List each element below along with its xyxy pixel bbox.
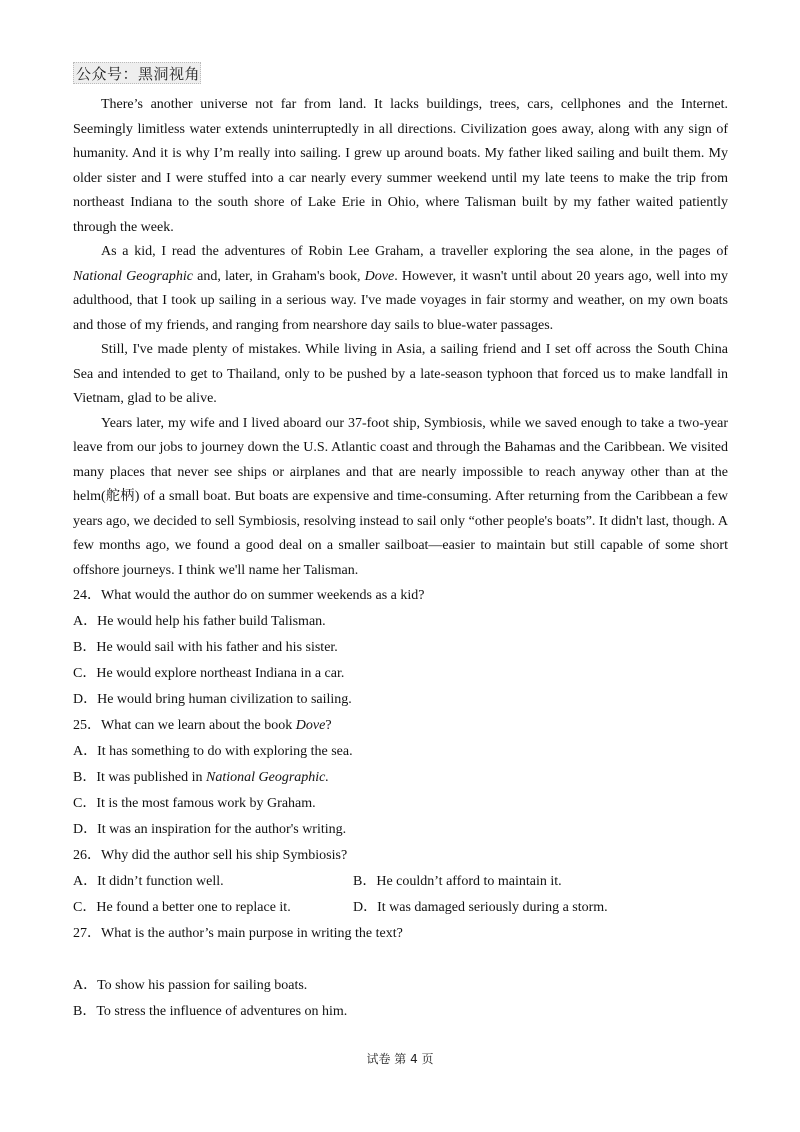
- question-27-option-a: A．To show his passion for sailing boats.: [73, 978, 308, 993]
- question-list: [73, 583, 728, 1025]
- passage-paragraph-1: There’s another universe not far from land. It lacks buildings, trees, cars, cellphones and the Internet. Seemingly limitless water extends uninterruptedly in all directions. Civilization goes away, along with any sign of humanity. And it is why I’m really into sailing. I grew up around boats. My father liked sailing and built them. My older sister and I were stuffed into a car nearly every summer weekend until my late teens to make the trip from northeast Indiana to the south shore of Lake Erie in Ohio, where Talisman built by my father waited patiently through the week.: [73, 97, 728, 235]
- question-26-stem: 26．Why did the author sell his ship Symbiosis?: [73, 848, 348, 863]
- question-27-stem: 27．What is the author’s main purpose in writing the text?: [73, 926, 403, 941]
- question-25-stem-end: ?: [325, 718, 332, 733]
- question-25-option-b-magazine: National Geographic.: [206, 770, 329, 785]
- book-title: Dove: [364, 268, 395, 284]
- question-25-book-title: Dove: [295, 718, 326, 733]
- paragraph-2-text-c: . However, it wasn't until about 20 years ago, well into my adulthood, that I took up sailing in a serious way. I've made voyages in fair stormy and weather, on my own boats and those of my friends, and ranging from nearshore day sails to blue-water passages.: [73, 268, 728, 333]
- question-25-option-d: D．It was an inspiration for the author's writing.: [73, 822, 347, 837]
- question-27-option-b: B．To stress the influence of adventures on him.: [73, 1004, 348, 1019]
- question-25-option-b-text: B．It was published in: [73, 770, 206, 785]
- passage-paragraph-2: [73, 240, 728, 338]
- question-26-option-a: A．It didn’t function well.: [73, 874, 224, 889]
- question-24-option-a: A．He would help his father build Talisman.: [73, 614, 326, 629]
- paragraph-2-text-b: and, later, in Graham's book,: [193, 268, 365, 284]
- magazine-title: National Geographic: [73, 268, 193, 284]
- paragraph-2-text-a: As a kid, I read the adventures of Robin Lee Graham, a traveller exploring the sea alone, in the pages of: [101, 244, 728, 259]
- question-25-option-a: A．It has something to do with exploring the sea.: [73, 744, 353, 759]
- page-footer: 试卷 第 4 页: [366, 1052, 434, 1066]
- question-25-option-b: [73, 765, 728, 791]
- passage-paragraph-3: Still, I've made plenty of mistakes. While living in Asia, a sailing friend and I set off across the South China Sea and intended to get to Thailand, only to be pushed by a late-season typhoon that forced us to make landfall in Vietnam, glad to be alive.: [73, 342, 728, 406]
- question-26-option-d: D．It was damaged seriously during a storm.: [353, 900, 608, 915]
- blank-spacer: [73, 947, 728, 973]
- question-26-row-2: [73, 895, 728, 921]
- question-25-stem: [73, 713, 728, 739]
- question-24-option-b: B．He would sail with his father and his sister.: [73, 640, 338, 655]
- question-25-stem-text: 25．What can we learn about the book: [73, 718, 296, 733]
- question-24-option-c: C．He would explore northeast Indiana in a car.: [73, 666, 345, 681]
- question-24-stem: 24．What would the author do on summer weekends as a kid?: [73, 588, 425, 603]
- question-26-option-b: B．He couldn’t afford to maintain it.: [353, 874, 562, 889]
- question-26-option-c: C．He found a better one to replace it.: [73, 900, 291, 915]
- question-25-option-c: C．It is the most famous work by Graham.: [73, 796, 316, 811]
- passage-paragraph-4: Years later, my wife and I lived aboard our 37-foot ship, Symbiosis, while we saved enough to take a two-year leave from our jobs to journey down the U.S. Atlantic coast and through the Bahamas and the Caribbean. We visited many places that never see ships or airplanes and that are nearly impossible to reach anyway other than at the helm(舵柄) of a small boat. But boats are expensive and time-consuming. After returning from the Caribbean a few years ago, we decided to sell Symbiosis, resolving instead to sail only “other people's boats”. It didn't last, though. A few months ago, we found a good deal on a smaller sailboat—easier to maintain but still capable of some short offshore journeys. I think we'll name her Talisman.: [73, 415, 728, 578]
- watermark-label: 公众号：黑洞视角: [73, 62, 201, 84]
- question-24-option-d: D．He would bring human civilization to sailing.: [73, 692, 352, 707]
- reading-passage: [73, 93, 728, 583]
- question-26-row-1: [73, 869, 728, 895]
